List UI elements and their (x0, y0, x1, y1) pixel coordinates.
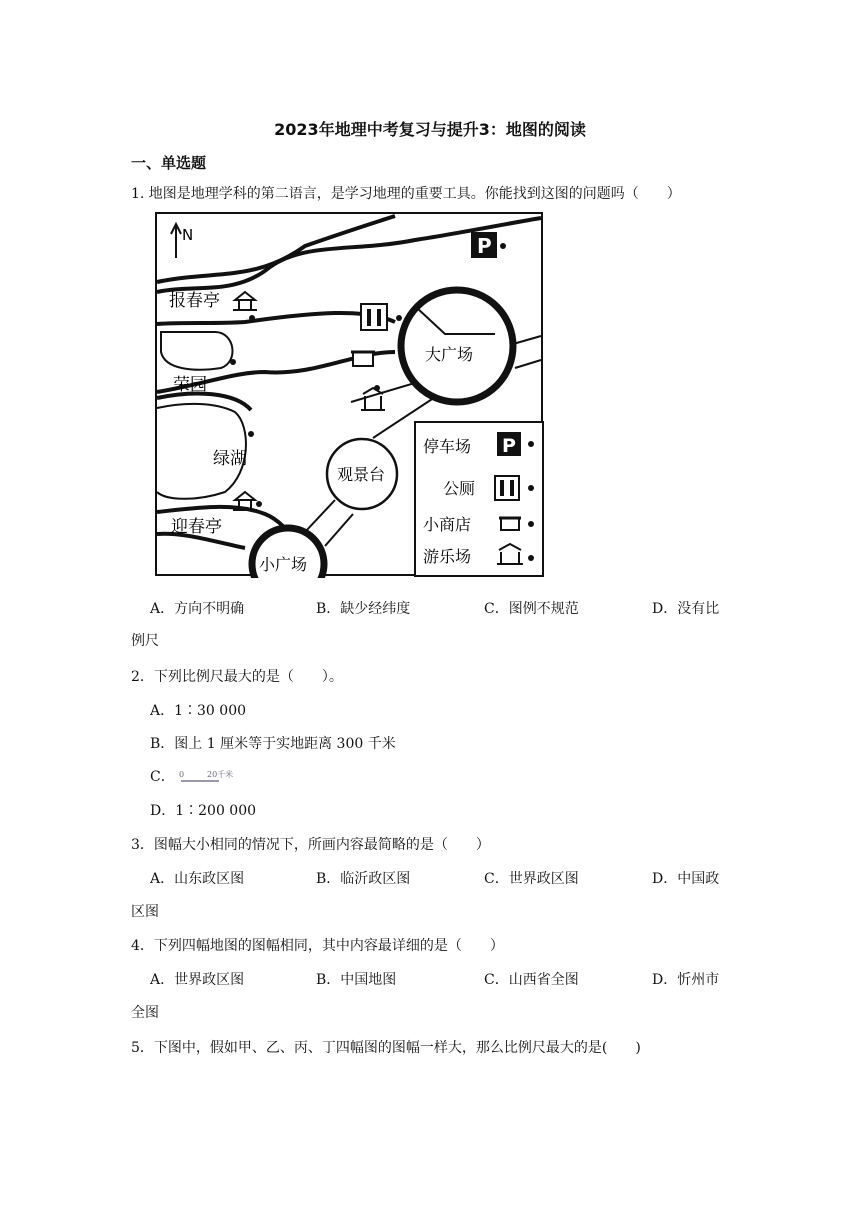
map-label-baochun-pavilion: 报春亭 (169, 291, 220, 311)
q2-option-d: D．1∶200 000 (150, 803, 257, 819)
question-2-stem: 2．下列比例尺最大的是（ ）。 (131, 669, 343, 685)
legend-shop-icon (499, 518, 521, 530)
svg-text:0: 0 (179, 770, 185, 779)
question-3-stem: 3．图幅大小相同的情况下，所画内容最简略的是（ ） (131, 837, 490, 853)
q4-option-a: A．世界政区图 (150, 972, 245, 988)
question-4-stem: 4．下列四幅地图的图幅相同，其中内容最详细的是（ ） (131, 938, 504, 954)
q4-option-d-wrap: 全图 (131, 1005, 159, 1021)
q4-option-b: B．中国地图 (316, 972, 397, 988)
q1-option-d: D．没有比 (652, 601, 720, 617)
legend-toilet-icon (495, 476, 519, 500)
question-5-stem: 5．下图中，假如甲、乙、丙、丁四幅图的图幅一样大，那么比例尺最大的是( ) (131, 1040, 641, 1056)
shop-icon (351, 352, 375, 366)
q3-option-c: C．世界政区图 (484, 871, 579, 887)
q3-option-b: B．临沂政区图 (316, 871, 411, 887)
q3-option-d: D．中国政 (652, 871, 720, 887)
q2-option-c: C． 0 20千米 (150, 766, 239, 786)
q1-option-d-wrap: 例尺 (131, 633, 159, 649)
map-label-viewing-platform: 观景台 (337, 465, 386, 484)
q1-option-a: A．方向不明确 (150, 601, 245, 617)
section-heading: 一、单选题 (131, 154, 207, 172)
q2-option-a: A．1∶30 000 (150, 703, 247, 719)
toilet-icon (361, 304, 387, 330)
north-label: N (182, 226, 194, 244)
svg-text:P: P (477, 234, 492, 258)
q3-option-a: A．山东政区图 (150, 871, 245, 887)
page-title: 2023年地理中考复习与提升3：地图的阅读 (274, 120, 586, 139)
q1-option-c: C．图例不规范 (484, 601, 579, 617)
svg-text:P: P (502, 435, 516, 457)
legend-label-parking: 停车场 (423, 437, 472, 456)
map-label-yingchun-pavilion: 迎春亭 (171, 517, 222, 537)
map-label-green-lake: 绿湖 (213, 449, 247, 469)
q4-option-d: D．忻州市 (652, 972, 720, 988)
legend-label-toilet: 公厕 (443, 479, 476, 498)
q4-option-c: C．山西省全图 (484, 972, 579, 988)
scale-bar-image (179, 769, 239, 785)
q2-option-b: B．图上 1 厘米等于实地距离 300 千米 (150, 736, 396, 752)
map-label-rongyuan: 荣园 (173, 375, 207, 395)
map-label-big-plaza: 大广场 (425, 345, 474, 364)
park-map (155, 212, 545, 578)
legend-label-playground: 游乐场 (423, 547, 472, 566)
svg-text:20千米: 20千米 (207, 770, 234, 779)
legend-parking-icon (497, 432, 521, 457)
parking-icon (471, 232, 497, 258)
map-label-small-plaza: 小广场 (259, 555, 308, 574)
q1-option-b: B．缺少经纬度 (316, 601, 411, 617)
q3-option-d-wrap: 区图 (131, 904, 159, 920)
legend-label-shop: 小商店 (423, 515, 472, 534)
question-1-stem: 1. 地图是地理学科的第二语言，是学习地理的重要工具。你能找到这图的问题吗（ ） (131, 186, 681, 202)
